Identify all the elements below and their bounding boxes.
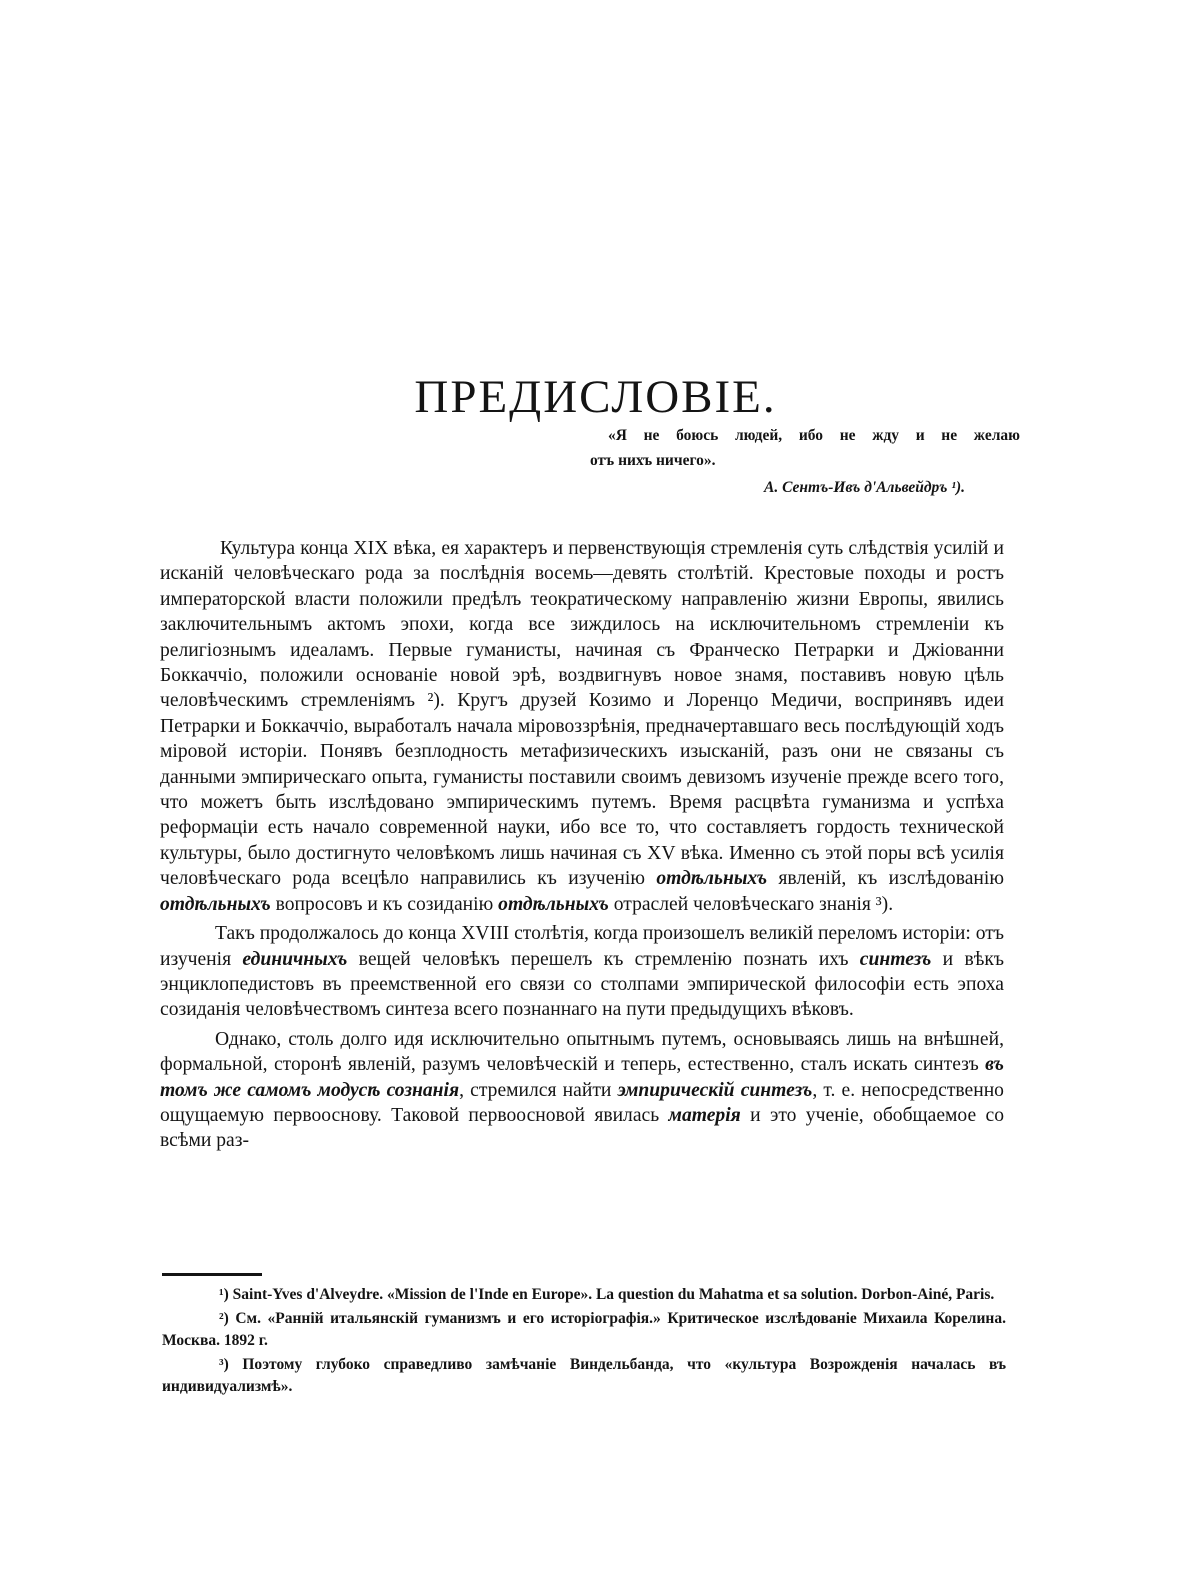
epigraph-attribution: А. Сентъ-Ивъ д'Альвейдръ ¹). <box>764 479 965 496</box>
text-run: отраслей человѣческаго знанія ³). <box>608 893 894 915</box>
text-run: и вѣкъ энциклопедистовъ въ преемственной его связи со столпами эмпирической философіи есть эпоха созиданія человѣчествомъ синтеза всего познаннаго на пути предыдущихъ вѣковъ. <box>160 948 1004 1021</box>
emphasis: отдѣльныхъ <box>160 893 271 915</box>
emphasis: единичныхъ <box>242 948 348 970</box>
footnote-1: ¹) Saint-Yves d'Alveydre. «Mission de l'Inde en Europe». La question du Mahatma et sa solution. Dorbon-Ainé, Paris. <box>219 1286 995 1303</box>
text-run: и это ученіе, обобщаемое со всѣми раз- <box>160 1104 1005 1152</box>
epigraph-quote-line-1: «Я не боюсь людей, ибо не жду и не желаю <box>608 427 1020 444</box>
epigraph-quote-line-2: отъ нихъ ничего». <box>590 452 716 469</box>
emphasis: синтезъ <box>859 948 932 970</box>
footnotes <box>162 1284 1006 1398</box>
footnote-3: ³) Поэтому глубоко справедливо замѣчаніе Виндельбанда, что «культура Возрожденія началась въ индивидуализмѣ». <box>162 1356 1006 1395</box>
emphasis: отдѣльныхъ <box>498 893 609 915</box>
footnote-divider <box>162 1273 262 1276</box>
epigraph <box>590 423 1020 500</box>
emphasis: матерія <box>668 1104 741 1126</box>
text-run: Однако, столь долго идя исключительно опытнымъ путемъ, основываясь лишь на внѣшней, формальной, сторонѣ явленій, разумъ человѣческій и теперь, естественно, сталъ искать синтезъ <box>160 1028 1004 1076</box>
page-title: ПРЕДИСЛОВІЕ. <box>414 371 777 424</box>
text-run: Такъ продолжалось до конца XVIII столѣтія, когда произошелъ великій переломъ исторіи: отъ изученія <box>160 923 1004 970</box>
footnote-2: ²) См. «Ранній итальянскій гуманизмъ и его исторіографія.» Критическое изслѣдованіе Михаила Корелина. Москва. 1892 г. <box>162 1310 1006 1349</box>
emphasis: отдѣльныхъ <box>656 868 768 890</box>
main-text <box>160 536 1004 1154</box>
text-run: Культура конца XIX вѣка, ея характеръ и первенствующія стремленія суть слѣдствія усилій и исканій человѣческаго рода за послѣднія восемь—девять столѣтій. Крестовые походы и ростъ императорской власти положили предѣлъ теократическому направленію жизни Европы, явились заключительнымъ актомъ эпохи, когда все зиждилось на исключительномъ стремленіи къ религіознымъ идеаламъ. Первые гуманисты, начиная съ Франческо Петрарки и Джіованни Боккаччіо, положили основаніе новой эрѣ, воздвигнувъ новое знамя, поставивъ новую цѣль человѣческимъ стремленіямъ ²). Кругъ друзей Козимо и Лоренцо Медичи, воспринявъ идеи Петрарки и Боккаччіо, выработалъ начала міровоззрѣнія, предначертавшаго весь послѣдующій ходъ міровой исторіи. Понявъ безплодность метафизическихъ изысканій, разъ они не связаны съ данными эмпирическаго опыта, гуманисты поставили своимъ девизомъ изученіе прежде всего того, что можетъ быть изслѣдовано эмпирическимъ путемъ. Время расцвѣта гуманизма и успѣха реформаціи есть начало современной науки, ибо все то, что составляетъ гордость технической культуры, было достигнуто человѣкомъ лишь начиная съ XV вѣка. Именно съ этой поры всѣ усилія человѣческаго рода всецѣло направились къ изученію <box>160 538 1004 890</box>
paragraph-2 <box>160 921 1004 1023</box>
text-run: вопросовъ и къ созиданію <box>270 893 499 915</box>
text-run: вещей человѣкъ перешелъ къ стремленію познать ихъ <box>347 948 860 970</box>
paragraph-3 <box>160 1027 1004 1154</box>
emphasis: въ томъ же самомъ модусѣ сознанія <box>160 1054 1004 1101</box>
text-run: , т. е. непосредственно ощущаемую первооснову. Таковой первоосновой явилась <box>160 1079 1004 1126</box>
text-run: , стремился найти <box>459 1079 618 1101</box>
text-run: явленій, къ изслѣдованію <box>767 868 1004 890</box>
paragraph-1 <box>160 536 1004 917</box>
emphasis: эмпирическій синтезъ <box>617 1079 813 1101</box>
